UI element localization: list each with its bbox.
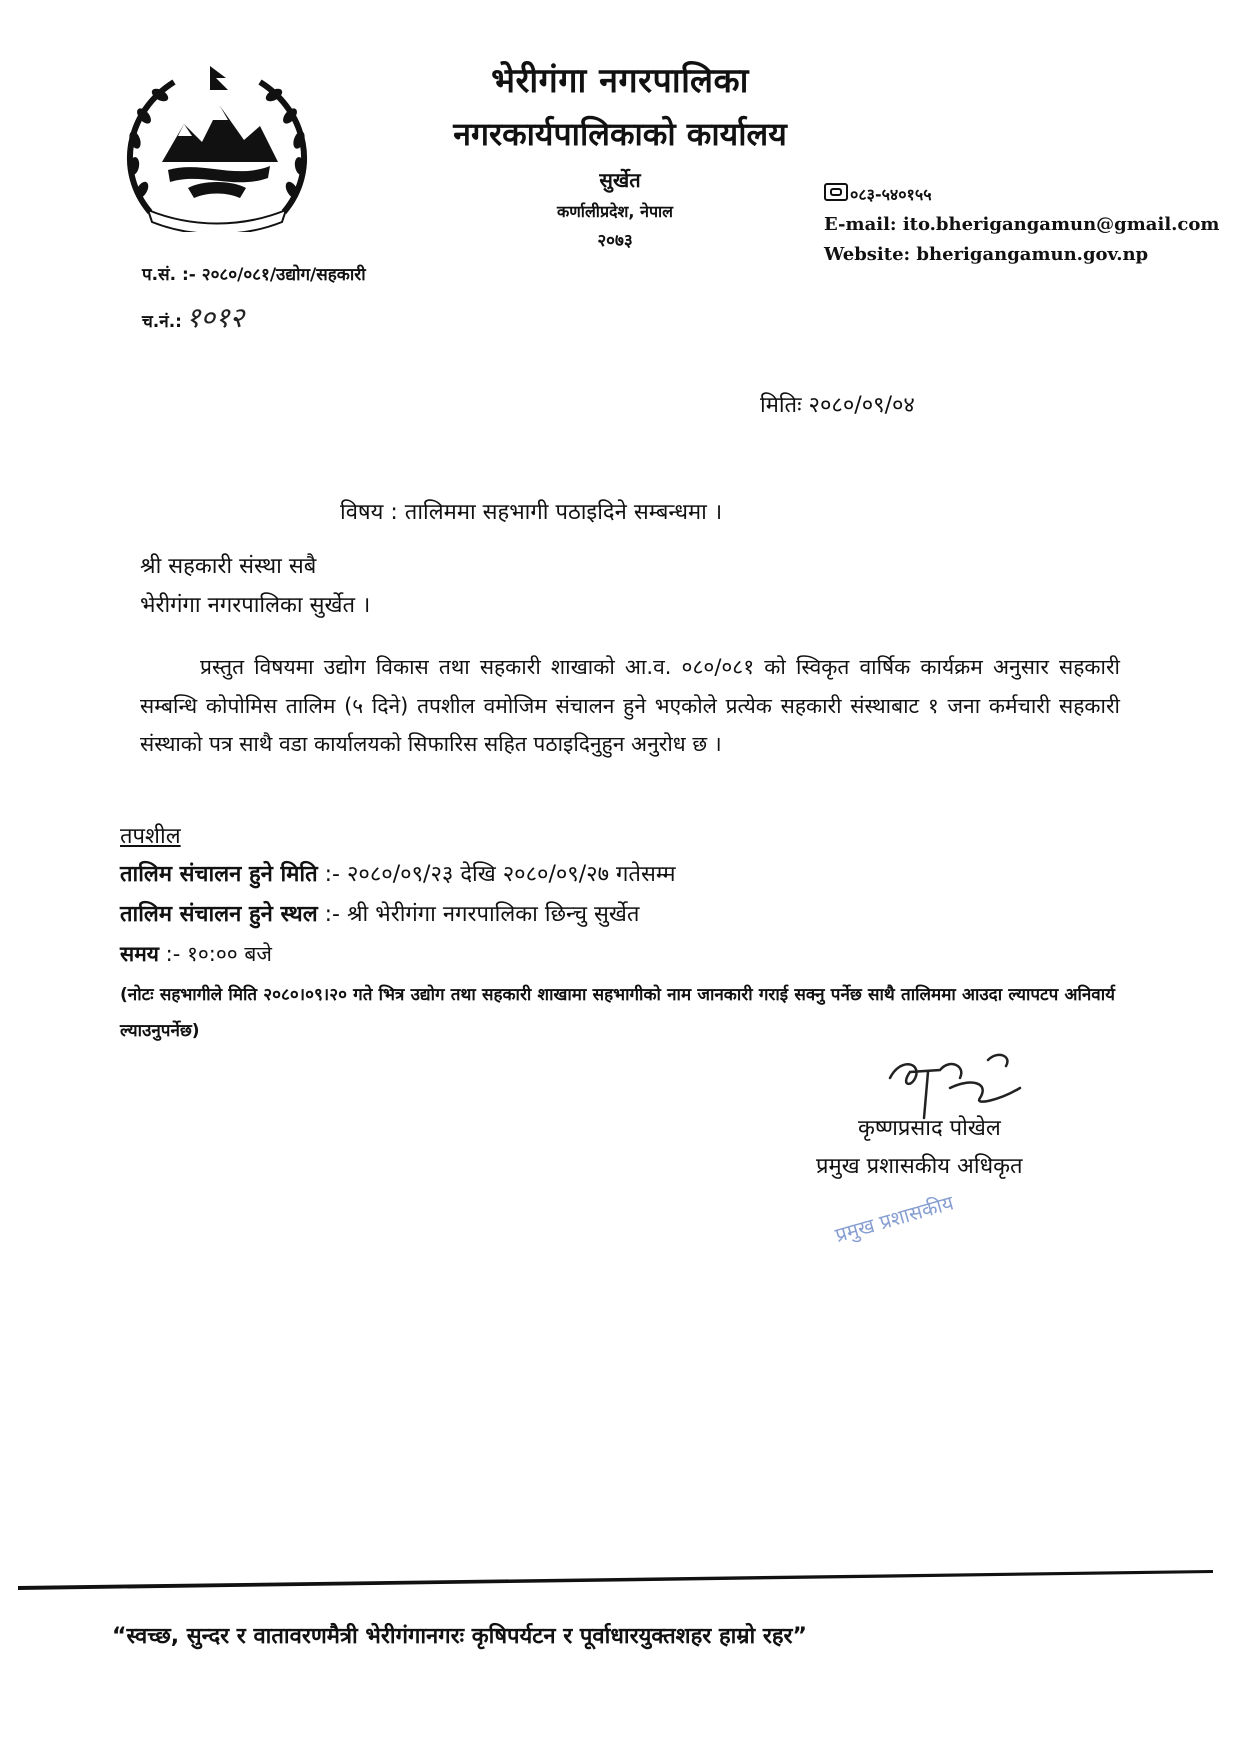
training-venue-label: तालिम संचालन हुने स्थल [120, 902, 318, 927]
phone-number: ०८३-५४०१५५ [850, 185, 932, 204]
organization-name: भेरीगंगा नगरपालिका [491, 61, 749, 101]
signer-name: कृष्णप्रसाद पोखेल [858, 1116, 1001, 1141]
office-place: सुर्खेत [599, 168, 641, 192]
training-date-label: तालिम संचालन हुने मिति [120, 862, 318, 887]
training-venue-row [120, 898, 639, 928]
training-time-value: :- १०:०० बजे [165, 942, 272, 966]
faint-stamp-mark [559, 230, 760, 380]
phone-line [824, 180, 1219, 210]
contact-block [824, 180, 1219, 270]
note-text: (नोटः सहभागीले मिति २०८०।०९।२० गते भित्र उद्योग तथा सहकारी शाखामा सहभागीको नाम जानकारी गराई सक्नु पर्नेछ साथै तालिममा आउदा ल्यापटप अनिवार्य ल्याउनुपर्नेछ) [120, 985, 1115, 1041]
phone-icon [824, 183, 848, 201]
footer-motto: “स्वच्छ, सुन्दर र वातावरणमैत्री भेरीगंगानगरः कृषिपर्यटन र पूर्वाधारयुक्तशहर हाम्रो रहर” [112, 1624, 807, 1649]
office-province: कर्णालीप्रदेश, नेपाल [556, 202, 674, 221]
office-name: नगरकार्यपालिकाको कार्यालय [453, 115, 787, 153]
footer-rule [18, 1566, 1213, 1590]
reference-number: प.सं. :- २०८०/०८१/उद्योग/सहकारी [142, 265, 366, 285]
dispatch-label: च.नं.: [142, 312, 182, 332]
training-time-row [120, 940, 272, 968]
nepal-emblem-logo [122, 62, 312, 232]
website-text: Website: bherigangamun.gov.np [824, 244, 1149, 265]
addressee-line-2: भेरीगंगा नगरपालिका सुर्खेत । [140, 593, 371, 618]
letter-subject: विषय : तालिममा सहभागी पठाइदिने सम्बन्धमा । [340, 500, 723, 525]
training-date-value: :- २०८०/०९/२३ देखि २०८०/०९/२७ गतेसम्म [324, 862, 676, 887]
dispatch-number-handwritten: १०१२ [185, 301, 245, 334]
email-text: E-mail: ito.bherigangamun@gmail.com [824, 214, 1220, 235]
details-heading: तपशील [120, 824, 181, 849]
addressee-line-1: श्री सहकारी संस्था सबै [140, 554, 317, 579]
seal-stamp-text: प्रमुख प्रशासकीय [832, 1190, 957, 1248]
training-venue-value: :- श्री भेरीगंगा नगरपालिका छिन्चु सुर्खेत [324, 902, 640, 927]
letter-date: मितिः २०८०/०९/०४ [760, 393, 915, 418]
training-date-row [120, 858, 676, 888]
establishment-year: २०७३ [597, 231, 633, 251]
training-time-label: समय [120, 942, 159, 966]
signer-title: प्रमुख प्रशासकीय अधिकृत [816, 1154, 1023, 1179]
dispatch-number [142, 298, 244, 336]
letter-body: प्रस्तुत विषयमा उद्योग विकास तथा सहकारी शाखाको आ.व. ०८०/०८१ को स्विकृत वार्षिक कार्यक्रम अनुसार सहकारी सम्बन्धि कोपोमिस तालिम (५ दिने) तपशील वमोजिम संचालन हुने भएकोले प्रत्येक सहकारी संस्थाबाट १ जना कर्मचारी सहकारी संस्थाको पत्र साथै वडा कार्यालयको सिफारिस सहित पठाइदिनुहुन अनुरोध छ । [140, 655, 1120, 756]
official-seal-stamp [832, 1161, 1068, 1308]
